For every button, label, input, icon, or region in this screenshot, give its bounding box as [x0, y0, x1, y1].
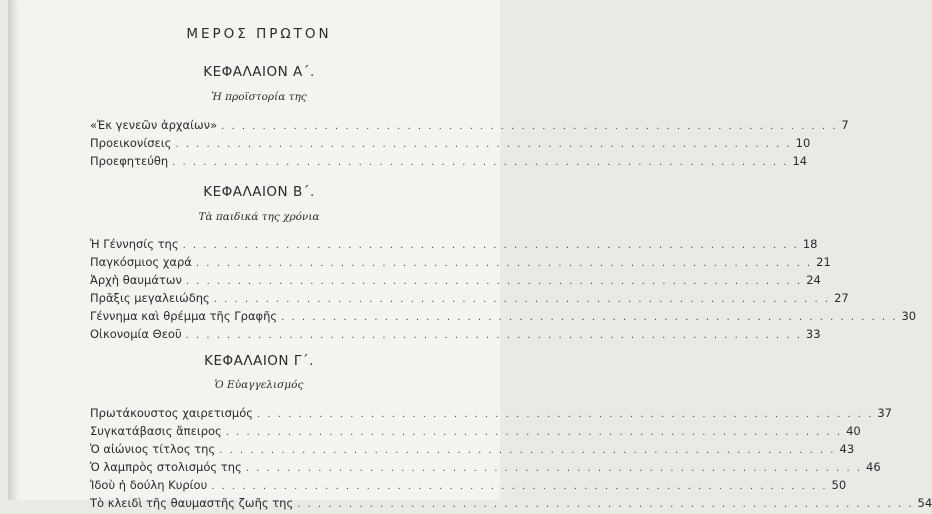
toc-entry-page: 24 [806, 273, 821, 287]
chapter-subtitle-1: Ἡ προϊστορία της [211, 91, 307, 103]
dot-leader: . . . . . . . . . . . . . . . . . . . . . . . . . . . . . . . . . . . . . . . . . . . . . . . . . . . . . . . . . . . . [182, 240, 799, 251]
toc-entry-title: Πρᾶξις μεγαλειώδης [90, 291, 210, 305]
toc-entry [90, 291, 849, 309]
chapter-heading-2: ΚΕΦΑΛΑΙΟΝ Β΄. [203, 184, 315, 200]
toc-entry-page: 7 [841, 118, 849, 132]
dot-leader: . . . . . . . . . . . . . . . . . . . . . . . . . . . . . . . . . . . . . . . . . . . . . . . . . . . . . . . . . . . . [221, 121, 838, 132]
toc-entry-title: Ἰδοὺ ἡ δούλη Κυρίου [90, 478, 208, 492]
toc-entry [90, 424, 861, 442]
toc-entry-title: Ὁ αἰώνιος τίτλος της [90, 442, 216, 456]
toc-entry-title: Ἀρχὴ θαυμάτων [90, 273, 182, 287]
dot-leader: . . . . . . . . . . . . . . . . . . . . . . . . . . . . . . . . . . . . . . . . . . . . . . . . . . . . . . . . . . . . [257, 409, 874, 420]
toc-entry-page: 46 [866, 460, 881, 474]
chapter-heading-1: ΚΕΦΑΛΑΙΟΝ Α΄. [203, 64, 315, 80]
toc-entry [90, 442, 855, 460]
dot-leader: . . . . . . . . . . . . . . . . . . . . . . . . . . . . . . . . . . . . . . . . . . . . . . . . . . . . . . . . . . . . [172, 157, 789, 168]
toc-entry-title: Ὁ λαμπρὸς στολισμός της [90, 460, 242, 474]
dot-leader: . . . . . . . . . . . . . . . . . . . . . . . . . . . . . . . . . . . . . . . . . . . . . . . . . . . . . . . . . . . . [219, 445, 836, 456]
dot-leader: . . . . . . . . . . . . . . . . . . . . . . . . . . . . . . . . . . . . . . . . . . . . . . . . . . . . . . . . . . . . [297, 499, 914, 510]
toc-entry-title: Προεικονίσεις [90, 136, 172, 150]
toc-entry [90, 309, 917, 327]
toc-entry-page: 43 [839, 442, 855, 456]
toc-entry [90, 273, 821, 291]
toc-entry-title: Συγκατάβασις ἄπειρος [90, 424, 222, 438]
toc-entry-page: 30 [901, 309, 917, 323]
toc-entry-title: Οἰκονομία Θεοῦ [90, 327, 182, 341]
book-page [8, 0, 932, 510]
dot-leader: . . . . . . . . . . . . . . . . . . . . . . . . . . . . . . . . . . . . . . . . . . . . . . . . . . . . . . . . . . . . [245, 463, 863, 474]
toc-entry [90, 460, 881, 478]
dot-leader: . . . . . . . . . . . . . . . . . . . . . . . . . . . . . . . . . . . . . . . . . . . . . . . . . . . . . . . . . . . . [213, 294, 831, 305]
toc-entry-title: Προεφητεύθη [90, 154, 169, 168]
toc-entry [90, 327, 821, 345]
toc-entry-page: 54 [917, 496, 932, 510]
toc-entry-page: 40 [846, 424, 861, 438]
chapter-entries-2 [90, 237, 917, 345]
page-spine [8, 0, 18, 500]
toc-entry-title: Ἡ Γέννησίς της [90, 237, 179, 251]
dot-leader: . . . . . . . . . . . . . . . . . . . . . . . . . . . . . . . . . . . . . . . . . . . . . . . . . . . . . . . . . . . . [175, 139, 792, 150]
toc-entry-page: 50 [831, 478, 847, 492]
toc-entry [90, 136, 811, 154]
toc-entry-page: 27 [834, 291, 849, 305]
toc-entry-title: Τὸ κλειδὶ τῆς θαυμαστῆς ζωῆς της [90, 496, 294, 510]
dot-leader: . . . . . . . . . . . . . . . . . . . . . . . . . . . . . . . . . . . . . . . . . . . . . . . . . . . . . . . . . . . . [281, 312, 898, 323]
toc-entry-page: 18 [802, 237, 818, 251]
toc-entry-title: «Ἐκ γενεῶν ἀρχαίων» [90, 118, 218, 132]
chapter-heading-3: ΚΕΦΑΛΑΙΟΝ Γ΄. [204, 353, 314, 369]
toc-entry-page: 33 [805, 327, 821, 341]
chapter-subtitle-3: Ὁ Εὐαγγελισμός [214, 379, 304, 391]
dot-leader: . . . . . . . . . . . . . . . . . . . . . . . . . . . . . . . . . . . . . . . . . . . . . . . . . . . . . . . . . . . . [211, 481, 828, 492]
toc-entry-title: Παγκόσμιος χαρά [90, 255, 192, 269]
chapter-entries-3 [90, 406, 932, 514]
dot-leader: . . . . . . . . . . . . . . . . . . . . . . . . . . . . . . . . . . . . . . . . . . . . . . . . . . . . . . . . . . . . [195, 258, 813, 269]
chapter-entries-1 [90, 118, 849, 172]
toc-entry-page: 37 [877, 406, 892, 420]
dot-leader: . . . . . . . . . . . . . . . . . . . . . . . . . . . . . . . . . . . . . . . . . . . . . . . . . . . . . . . . . . . . [185, 276, 803, 287]
toc-entry [90, 496, 932, 514]
dot-leader: . . . . . . . . . . . . . . . . . . . . . . . . . . . . . . . . . . . . . . . . . . . . . . . . . . . . . . . . . . . . [225, 427, 843, 438]
toc-entry [90, 255, 831, 273]
toc-entry [90, 118, 849, 136]
toc-entry-page: 21 [816, 255, 831, 269]
chapter-subtitle-2: Τὰ παιδικά της χρόνια [198, 211, 320, 223]
toc-entry-page: 10 [795, 136, 811, 150]
part-title: ΜΕΡΟΣ ΠΡΩΤΟΝ [186, 26, 332, 42]
toc-entry [90, 237, 818, 255]
toc-entry [90, 478, 847, 496]
toc-entry-title: Πρωτάκουστος χαιρετισμός [90, 406, 254, 420]
toc-entry [90, 406, 892, 424]
toc-entry [90, 154, 808, 172]
toc-entry-page: 14 [792, 154, 808, 168]
toc-entry-title: Γέννημα καὶ θρέμμα τῆς Γραφῆς [90, 309, 278, 323]
dot-leader: . . . . . . . . . . . . . . . . . . . . . . . . . . . . . . . . . . . . . . . . . . . . . . . . . . . . . . . . . . . . [185, 330, 802, 341]
